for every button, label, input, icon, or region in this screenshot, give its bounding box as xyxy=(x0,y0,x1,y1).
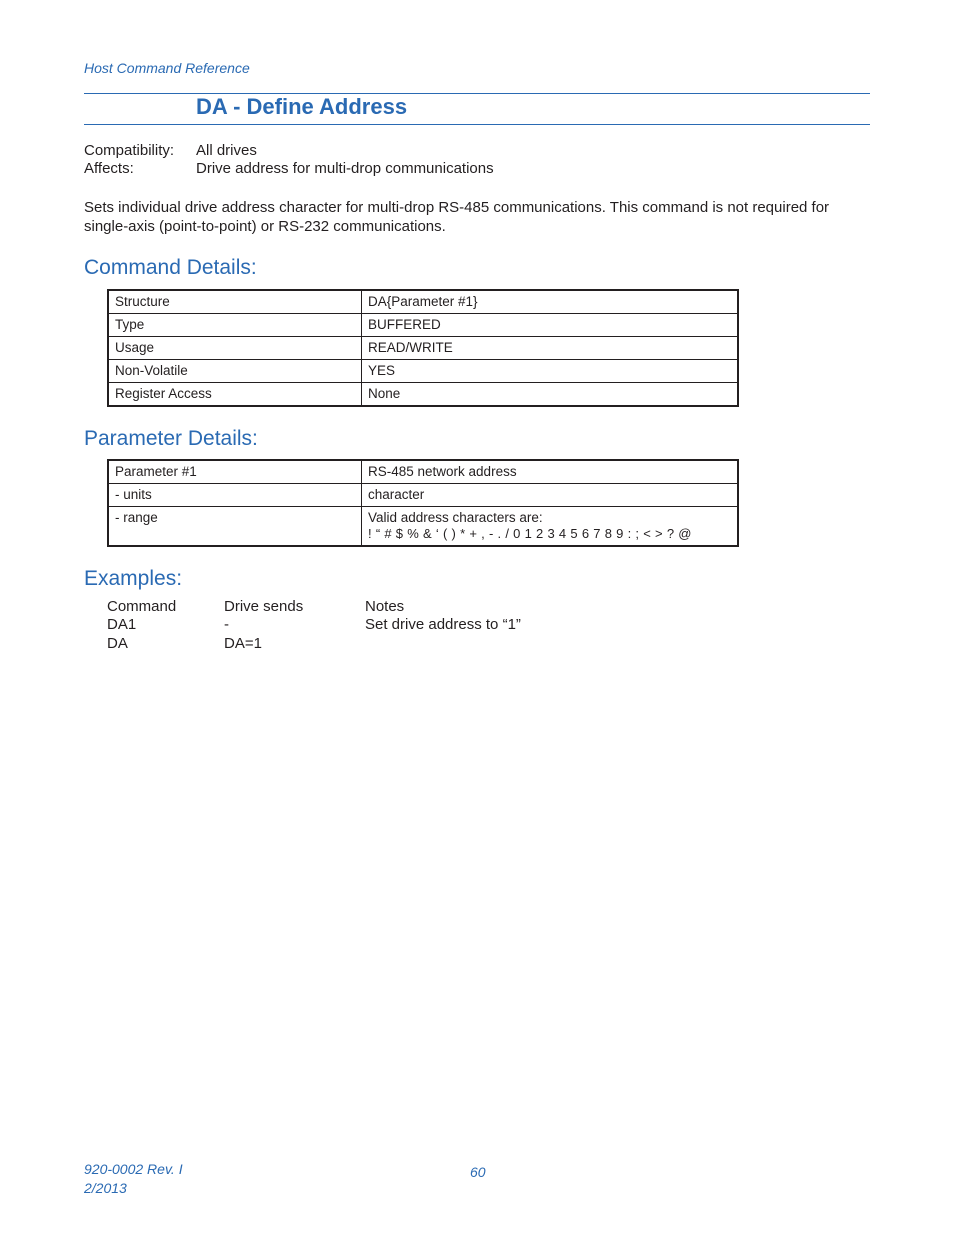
compatibility-value: All drives xyxy=(196,142,257,159)
table-key: Usage xyxy=(108,337,362,360)
range-characters: ! “ # $ % & ‘ ( ) * + , - . / 0 1 2 3 4 5 6 7 8 9 : ; < > ? @ xyxy=(368,526,692,541)
example-drive-sends: DA=1 xyxy=(224,635,262,652)
table-row xyxy=(108,484,738,507)
table-row xyxy=(108,314,738,337)
table-value: YES xyxy=(362,360,739,383)
command-description: Sets individual drive address character for multi-drop RS-485 communications. This command is not required for single-axis (point-to-point) or RS-232 communications. xyxy=(84,199,830,235)
running-header: Host Command Reference xyxy=(84,60,250,76)
table-value: READ/WRITE xyxy=(362,337,739,360)
table-key: Non-Volatile xyxy=(108,360,362,383)
command-details-table xyxy=(107,289,739,407)
table-row xyxy=(108,460,738,484)
table-key: Structure xyxy=(108,290,362,314)
table-value: RS-485 network address xyxy=(362,460,739,484)
table-row xyxy=(108,383,738,407)
examples-heading: Examples: xyxy=(84,567,183,590)
table-value: None xyxy=(362,383,739,407)
table-value: DA{Parameter #1} xyxy=(362,290,739,314)
command-details-heading: Command Details: xyxy=(84,256,257,279)
example-command: DA xyxy=(107,635,128,652)
table-value xyxy=(362,507,739,547)
table-key: - range xyxy=(108,507,362,547)
examples-col-command: Command xyxy=(107,598,177,615)
table-key: Type xyxy=(108,314,362,337)
parameter-details-table xyxy=(107,459,739,547)
examples-col-drive-sends: Drive sends xyxy=(224,598,304,615)
table-row xyxy=(108,337,738,360)
table-row xyxy=(108,360,738,383)
affects-label: Affects: xyxy=(84,160,134,177)
parameter-details-heading: Parameter Details: xyxy=(84,427,258,450)
footer-date: 2/2013 xyxy=(84,1180,127,1196)
page-number: 60 xyxy=(470,1164,486,1180)
table-row xyxy=(108,290,738,314)
table-value: BUFFERED xyxy=(362,314,739,337)
title-rule-bottom xyxy=(84,124,870,125)
affects-value: Drive address for multi-drop communications xyxy=(196,160,494,177)
example-drive-sends: - xyxy=(224,616,229,633)
table-key: Parameter #1 xyxy=(108,460,362,484)
footer-doc-number: 920-0002 Rev. I xyxy=(84,1161,183,1177)
examples-col-notes: Notes xyxy=(365,598,405,615)
compatibility-label: Compatibility: xyxy=(84,142,175,159)
table-key: Register Access xyxy=(108,383,362,407)
table-key: - units xyxy=(108,484,362,507)
example-notes: Set drive address to “1” xyxy=(365,616,521,633)
example-command: DA1 xyxy=(107,616,137,633)
range-description: Valid address characters are: xyxy=(368,510,543,525)
table-value: character xyxy=(362,484,739,507)
page-title: DA - Define Address xyxy=(196,94,408,119)
table-row xyxy=(108,507,738,547)
